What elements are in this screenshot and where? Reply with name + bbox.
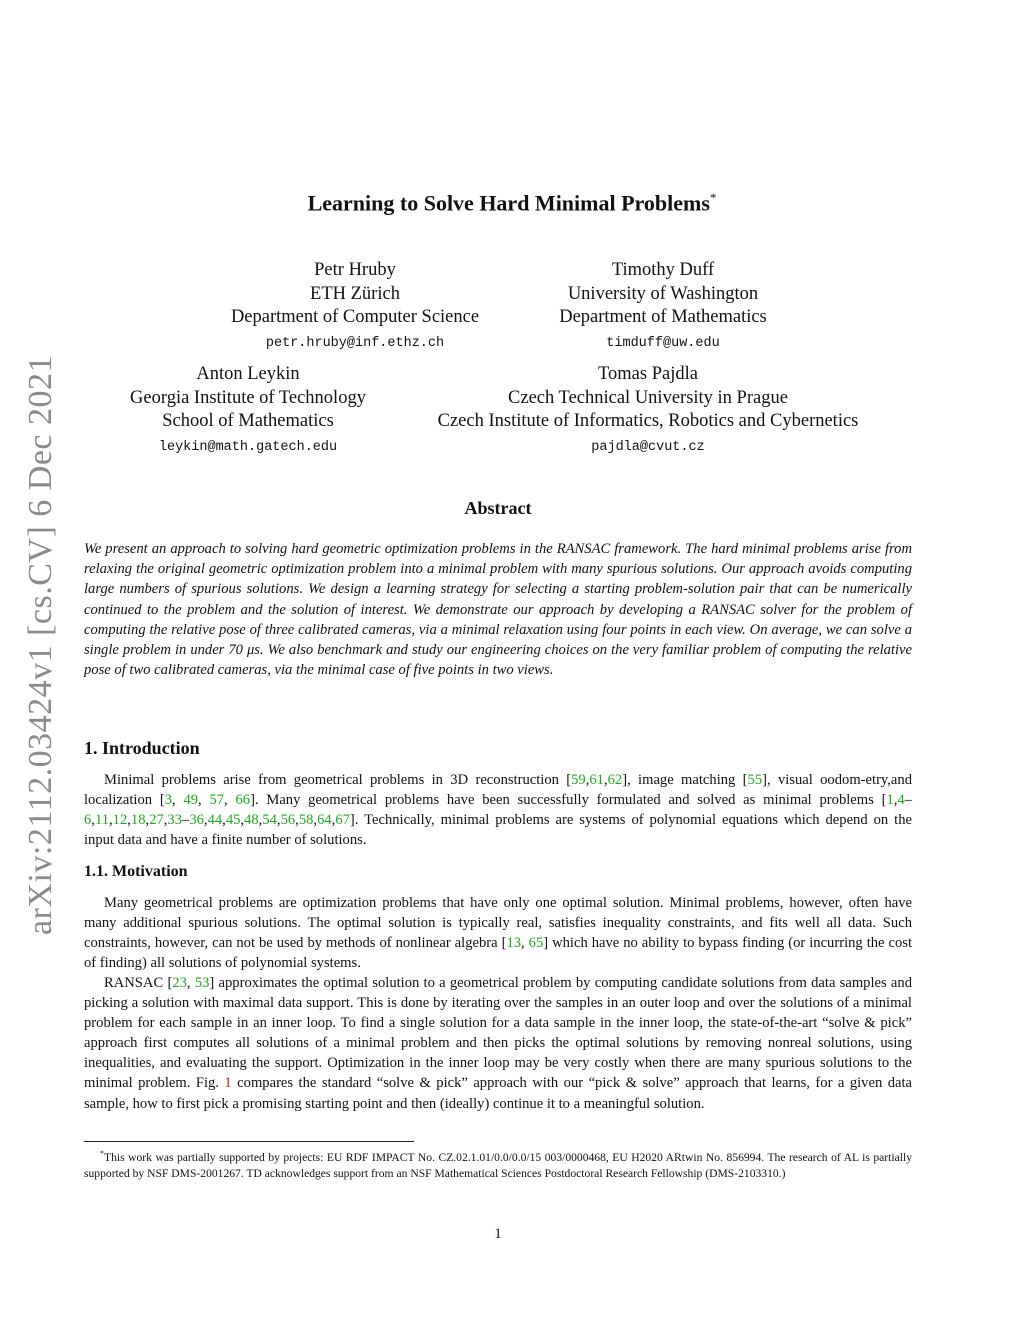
citation-link[interactable]: 33 <box>167 812 183 829</box>
author-email: timduff@uw.edu <box>606 335 720 351</box>
author-email: leykin@math.gatech.edu <box>158 439 338 455</box>
citation-link[interactable]: 58 <box>298 812 314 829</box>
author-affiliation: University of Washington <box>567 283 759 304</box>
paragraph-text: compares the standard “solve & pick” approach with our “pick & solve” approach that learns, for a given data sample, how to first pick a promising starting point and then (ideally) continue it to a meaningful solution. <box>84 1075 912 1112</box>
author-name: Petr Hruby <box>314 260 396 280</box>
abstract-text: We present an approach to solving hard geometric optimization problems in the RANSAC framework. The hard minimal problems arise from relaxing the original geometric optimization problem into a minimal problem with many spurious solutions. Our approach avoids computing large numbers of spurious solutions. We design a learning strategy for selecting a starting problem-solution pair that can be numerically continued to the problem and the solution of interest. We demonstrate our approach by developing a RANSAC solver for the problem of computing the relative pose of three calibrated cameras, via a minimal relaxation using four points in each view. On average, we can solve a single problem in under 70 μs. We also benchmark and study our engineering choices on the very familiar problem of computing the relative pose of two calibrated cameras, via the minimal case of five points in two views. <box>84 541 912 679</box>
citation-link[interactable]: 12 <box>112 812 128 829</box>
paragraph-text: ], image matching [ <box>622 772 748 788</box>
paragraph-text: ] approximates the optimal solution to a geometrical problem by computing candidate solutions from data samples and picking a solution with maximal data support. This is done by iterating over the samples in an outer loop and over the solutions of a minimal problem for each sample in an inner loop. To find a single solution for a data sample in the inner loop, the state-of-the-art “solve & pick” approach first computes all solutions of a minimal problem and then picks the optimal solutions by removing nonreal solutions, using inequalities, and evaluating the support. Optimization in the inner loop may be very costly when there are many spurious solutions to the minimal problem. Fig. <box>84 975 913 1092</box>
author-block-hruby <box>205 259 505 353</box>
citation-link[interactable]: 59 <box>571 772 586 788</box>
subsection-heading-motivation: 1.1. Motivation <box>84 863 188 880</box>
citation-link[interactable]: 62 <box>607 772 623 788</box>
footnote-mark: * <box>100 1149 104 1158</box>
author-name: Anton Leykin <box>196 364 300 384</box>
footnote-text: This work was partially supported by projects: EU RDF IMPACT No. CZ.02.1.01/0.0/0.0/15 003/0000468, EU H2020 ARtwin No. 856994. The research of AL is partially supported by NSF DMS-2001267. TD acknowledges support from an NSF Mathematical Sciences Postdoctoral Research Fellowship (DMS-2103310.) <box>84 1150 912 1181</box>
author-department: Department of Mathematics <box>559 307 767 327</box>
citation-link[interactable]: 48 <box>244 812 259 829</box>
paragraph-text: ]. Technically, minimal problems are systems of polynomial equations which depend on the input data and have a finite number of solutions. <box>84 812 912 849</box>
citation-link[interactable]: 64 <box>317 812 332 829</box>
motivation-paragraph-1: Many geometrical problems are optimization problems that have only one optimal solution. Minimal problems, however, often have many additional spurious solutions. The optimal solution is typically real, satisfies inequality constraints, and fits well all data. Such constraints, however, can not be used by methods of nonlinear algebra [13, 65] which have no ability to bypass finding (or incurring the cost of finding) all solutions of polynomial systems. <box>84 895 913 972</box>
author-email: petr.hruby@inf.ethz.ch <box>265 335 445 351</box>
paragraph-text: ]. Many geometrical problems have been successfully formulated and solved as minimal problems [ <box>250 792 887 809</box>
citation-link[interactable]: 55 <box>747 772 763 788</box>
citation-link[interactable]: 13 <box>506 935 522 952</box>
author-email: pajdla@cvut.cz <box>591 439 705 455</box>
author-block-duff <box>522 259 804 353</box>
paragraph-text: RANSAC [ <box>104 975 173 991</box>
paragraph-text: Many geometrical problems are optimization problems that have only one optimal solution. Minimal problems, however, often have many additional spurious solutions. The optimal solution is typically real, satisfies inequality constraints, and fits well all data. Such constraints, however, can not be used by methods of nonlinear algebra [ <box>84 895 912 952</box>
citation-link[interactable]: 6 <box>84 812 92 829</box>
author-name: Tomas Pajdla <box>598 364 698 384</box>
title-footnote-mark: * <box>709 190 717 205</box>
author-affiliation: ETH Zürich <box>310 283 400 304</box>
author-block-pajdla <box>408 363 888 457</box>
title-text: Learning to Solve Hard Minimal Problems <box>307 190 710 216</box>
citation-link[interactable]: 54 <box>262 812 277 829</box>
citation-link[interactable]: 67 <box>335 812 350 829</box>
citation-link[interactable]: 65 <box>528 935 544 952</box>
author-affiliation: Georgia Institute of Technology <box>130 387 366 408</box>
arxiv-id: arXiv:2112.03424v1 [cs.CV] 6 Dec 2021 <box>22 354 59 936</box>
author-department: School of Mathematics <box>162 411 334 431</box>
citation-link[interactable]: 11 <box>94 812 110 829</box>
citation-link[interactable]: 53 <box>194 975 210 991</box>
author-department: Czech Institute of Informatics, Robotics and Cybernetics <box>437 411 859 431</box>
citation-link[interactable]: 44 <box>207 812 223 829</box>
author-block-leykin <box>108 363 388 457</box>
paper-title <box>0 190 1024 216</box>
paragraph-text: ], visual oodom-etry,and localization [ <box>84 772 912 809</box>
citation-link[interactable]: 36 <box>189 812 204 829</box>
footnote <box>84 1146 912 1183</box>
citation-link[interactable]: 18 <box>130 812 146 829</box>
intro-paragraph: Minimal problems arise from geometrical problems in 3D reconstruction [59,61,62], image matching [55], visual oodom-etry,and localization [3, 49, 57, 66]. Many geometrical problems have been successfully formulated and solved as minimal problems [1,4–6,11,12,18,27,33–36,44,45,48,54,56,58,64,67]. Technically, minimal problems are systems of polynomial equations which depend on the input data and have a finite number of solutions. <box>84 772 912 849</box>
citation-link[interactable]: 23 <box>172 975 187 991</box>
author-department: Department of Computer Science <box>230 307 480 327</box>
motivation-paragraph-2: RANSAC [23, 53] approximates the optimal solution to a geometrical problem by computing candidate solutions from data samples and picking a solution with maximal data support. This is done by iterating over the samples in an outer loop and over the solutions of a minimal problem for each sample in an inner loop. To find a single solution for a data sample in the inner loop, the state-of-the-art “solve & pick” approach first computes all solutions of a minimal problem and then picks the optimal solutions by removing nonreal solutions, using inequalities, and evaluating the support. Optimization in the inner loop may be very costly when there are many spurious solutions to the minimal problem. Fig. 1 compares the standard “solve & pick” approach with our “pick & solve” approach that learns, for a given data sample, how to first pick a promising starting point and then (ideally) continue it to a meaningful solution. <box>84 975 913 1112</box>
citation-link[interactable]: 61 <box>589 772 604 788</box>
citation-link[interactable]: 49 <box>183 792 199 809</box>
author-name: Timothy Duff <box>611 260 715 280</box>
author-affiliation: Czech Technical University in Prague <box>508 387 788 408</box>
section-heading-introduction: 1. Introduction <box>84 738 200 758</box>
abstract-heading: Abstract <box>464 498 532 518</box>
citation-link[interactable]: 66 <box>235 792 251 809</box>
paragraph-text: Minimal problems arise from geometrical problems in 3D reconstruction [ <box>104 772 572 788</box>
footnote-divider <box>84 1141 414 1142</box>
citation-link[interactable]: 27 <box>149 812 164 829</box>
citation-link[interactable]: 45 <box>225 812 241 829</box>
citation-link[interactable]: 1 <box>886 792 894 809</box>
page-number: 1 <box>494 1226 502 1242</box>
figure-reference-link[interactable]: 1 <box>224 1075 232 1092</box>
citation-link[interactable]: 56 <box>280 812 296 829</box>
citation-link[interactable]: 4 <box>897 792 905 809</box>
citation-link[interactable]: 3 <box>164 792 173 809</box>
paragraph-text: ] which have no ability to bypass finding (or incurring the cost of finding) all solutions of polynomial systems. <box>84 935 913 972</box>
citation-link[interactable]: 57 <box>209 792 225 809</box>
